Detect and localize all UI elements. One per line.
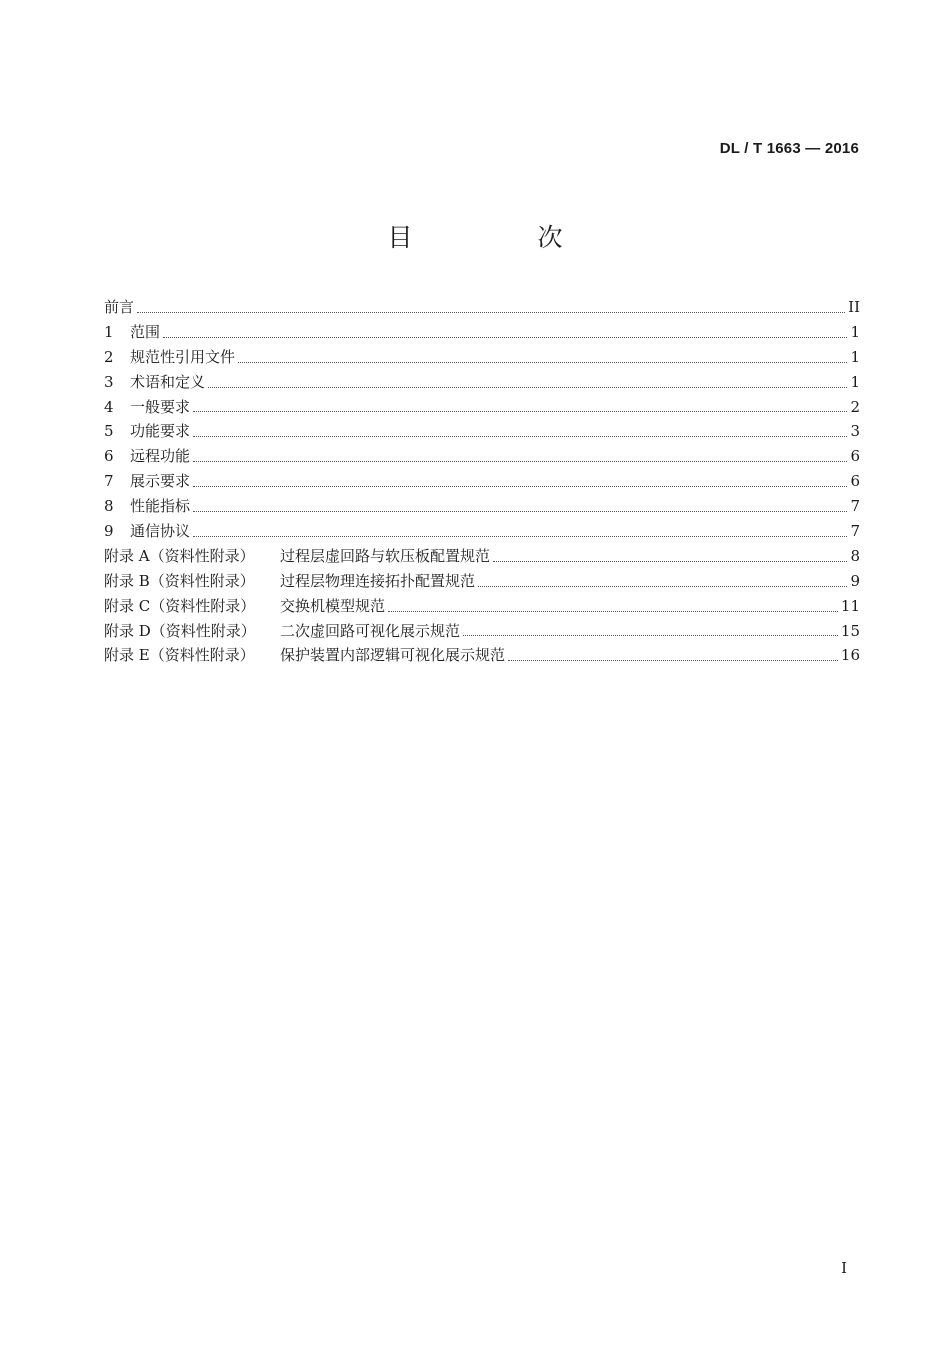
toc-dot-leader — [238, 361, 847, 363]
toc-entry[interactable] — [104, 320, 860, 345]
toc-entry-page: 1 — [850, 322, 860, 341]
toc-entry[interactable] — [104, 345, 860, 370]
toc-entry-page: 3 — [850, 422, 860, 441]
toc-entry-title: 展示要求 — [130, 472, 191, 491]
table-of-contents — [104, 295, 860, 668]
toc-entry-appendix-label: 附录 D（资料性附录） — [104, 621, 256, 640]
toc-dot-leader — [193, 485, 847, 487]
toc-entry-title: 过程层虚回路与软压板配置规范 — [280, 546, 491, 565]
toc-entry[interactable] — [104, 370, 860, 395]
toc-entry-number: 9 — [104, 522, 114, 540]
toc-entry[interactable] — [104, 619, 860, 644]
toc-entry[interactable] — [104, 594, 860, 619]
toc-dot-leader — [463, 634, 838, 636]
toc-entry-appendix-label: 附录 E（资料性附录） — [104, 646, 255, 665]
toc-entry-page: 7 — [850, 522, 860, 540]
toc-entry[interactable] — [104, 469, 860, 494]
toc-dot-leader — [508, 659, 838, 661]
toc-entry-title: 保护装置内部逻辑可视化展示规范 — [280, 646, 506, 665]
page-number: I — [841, 1259, 847, 1277]
toc-entry-number: 6 — [104, 447, 114, 466]
toc-entry-title: 二次虚回路可视化展示规范 — [280, 621, 461, 640]
toc-entry-page: 6 — [850, 447, 860, 466]
toc-entry-title: 远程功能 — [130, 447, 191, 466]
toc-entry[interactable] — [104, 295, 860, 320]
toc-entry-number: 3 — [104, 372, 114, 391]
toc-entry-page: 9 — [850, 571, 860, 590]
standard-code: DL / T 1663 — 2016 — [719, 140, 859, 157]
toc-entry[interactable] — [104, 494, 860, 519]
toc-entry-page: 11 — [840, 596, 860, 615]
toc-dot-leader — [193, 410, 847, 412]
toc-dot-leader — [208, 386, 847, 388]
toc-entry[interactable] — [104, 569, 860, 594]
toc-entry-title: 功能要求 — [130, 422, 191, 441]
toc-entry-page: 7 — [850, 497, 860, 516]
toc-entry-title: 范围 — [130, 322, 161, 341]
toc-entry-number: 8 — [104, 497, 114, 516]
toc-entry-title: 规范性引用文件 — [130, 347, 236, 366]
toc-dot-leader — [193, 460, 847, 462]
toc-entry-number: 4 — [104, 397, 114, 416]
toc-entry-page: 1 — [850, 372, 860, 391]
toc-entry-page: 2 — [850, 397, 860, 416]
toc-dot-leader — [193, 535, 847, 537]
toc-entry-page: 15 — [840, 621, 860, 640]
toc-entry[interactable] — [104, 419, 860, 444]
toc-entry[interactable] — [104, 519, 860, 544]
toc-entry-appendix-label: 附录 B（资料性附录） — [104, 571, 255, 590]
toc-entry[interactable] — [104, 395, 860, 420]
toc-entry-title: 一般要求 — [130, 397, 191, 416]
toc-entry-appendix-label: 附录 C（资料性附录） — [104, 596, 256, 615]
toc-title: 目 次 — [387, 223, 613, 252]
toc-entry[interactable] — [104, 643, 860, 668]
toc-entry-page: 16 — [840, 646, 860, 665]
toc-entry-number: 7 — [104, 472, 114, 491]
toc-entry-number: 2 — [104, 347, 114, 366]
toc-entry-page: 1 — [850, 347, 860, 366]
toc-entry-number: 5 — [104, 422, 114, 441]
toc-dot-leader — [137, 311, 845, 313]
toc-entry-page: II — [848, 297, 860, 316]
toc-dot-leader — [193, 435, 847, 437]
toc-dot-leader — [163, 336, 847, 338]
toc-entry-appendix-label: 附录 A（资料性附录） — [104, 546, 255, 565]
toc-entry-number: 1 — [104, 322, 114, 341]
toc-entry-title: 术语和定义 — [130, 372, 206, 391]
toc-dot-leader — [478, 585, 847, 587]
toc-entry-title: 通信协议 — [130, 522, 191, 540]
toc-entry-title: 过程层物理连接拓扑配置规范 — [280, 571, 476, 590]
toc-dot-leader — [388, 610, 838, 612]
toc-entry[interactable] — [104, 444, 860, 469]
toc-entry[interactable] — [104, 544, 860, 569]
toc-entry-page: 8 — [850, 546, 860, 565]
toc-entry-title: 性能指标 — [130, 497, 191, 516]
toc-dot-leader — [193, 510, 847, 512]
toc-entry-title: 前言 — [104, 297, 135, 316]
toc-entry-page: 6 — [850, 472, 860, 491]
toc-entry-title: 交换机模型规范 — [280, 596, 386, 615]
toc-dot-leader — [493, 560, 847, 562]
